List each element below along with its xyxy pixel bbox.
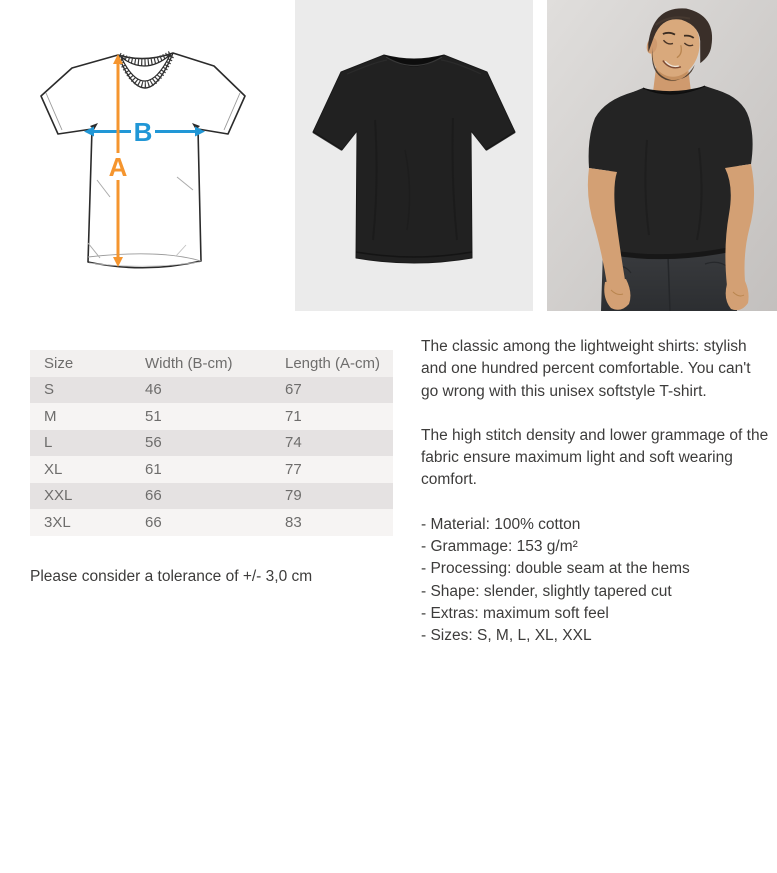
spec-item-grammage: - Grammage: 153 g/m² xyxy=(421,538,578,556)
spec-item-material: - Material: 100% cotton xyxy=(421,515,581,533)
table-row xyxy=(30,403,393,430)
spec-list xyxy=(421,514,769,648)
black-tshirt-icon xyxy=(295,0,533,311)
cell-size: 3XL xyxy=(44,513,71,531)
cell-size: XL xyxy=(44,460,63,478)
table-row xyxy=(30,377,393,404)
spec-item-extras: - Extras: maximum soft feel xyxy=(421,604,609,622)
model-wearing-tshirt-icon xyxy=(547,0,777,311)
cell-length: 74 xyxy=(285,434,302,452)
label-b: B xyxy=(133,117,153,147)
cell-width: 61 xyxy=(145,460,162,478)
spec-item-shape: - Shape: slender, slightly tapered cut xyxy=(421,582,672,600)
description-paragraph: The classic among the lightweight shirts: stylish and one hundred percent comfortable. You can't go wrong with this unisex softstyle T-shirt. xyxy=(421,338,751,400)
cell-size: L xyxy=(44,434,53,452)
table-row xyxy=(30,456,393,483)
cell-length: 67 xyxy=(285,381,302,399)
cell-width: 66 xyxy=(145,487,162,505)
size-table xyxy=(30,350,393,536)
col-header-width: Width (B-cm) xyxy=(145,354,233,372)
cell-length: 79 xyxy=(285,487,302,505)
product-photo-front xyxy=(295,0,533,311)
spec-item-processing: - Processing: double seam at the hems xyxy=(421,560,690,578)
cell-size: S xyxy=(44,381,55,399)
cell-width: 56 xyxy=(145,434,162,452)
cell-length: 77 xyxy=(285,460,302,478)
col-header-length: Length (A-cm) xyxy=(285,354,381,372)
col-header-size: Size xyxy=(44,354,74,372)
cell-width: 46 xyxy=(145,381,162,399)
cell-size: M xyxy=(44,407,57,425)
product-description xyxy=(421,336,769,648)
tolerance-note: Please consider a tolerance of +/- 3,0 cm xyxy=(30,567,313,585)
model-photo xyxy=(547,0,777,311)
cell-length: 83 xyxy=(285,513,302,531)
table-row xyxy=(30,509,393,536)
description-paragraph: The high stitch density and lower grammage of the fabric ensure maximum light and soft wearing comfort. xyxy=(421,426,769,489)
size-table-header-row xyxy=(30,350,393,377)
cell-width: 51 xyxy=(145,407,162,425)
tshirt-measure-drawing-icon xyxy=(20,30,250,280)
spec-item-sizes: - Sizes: S, M, L, XL, XXL xyxy=(421,627,592,645)
table-row xyxy=(30,483,393,510)
cell-width: 66 xyxy=(145,513,162,531)
cell-size: XXL xyxy=(44,487,73,505)
table-row xyxy=(30,430,393,457)
label-a: A xyxy=(108,152,128,182)
cell-length: 71 xyxy=(285,407,302,425)
measurement-diagram-image xyxy=(20,30,250,280)
